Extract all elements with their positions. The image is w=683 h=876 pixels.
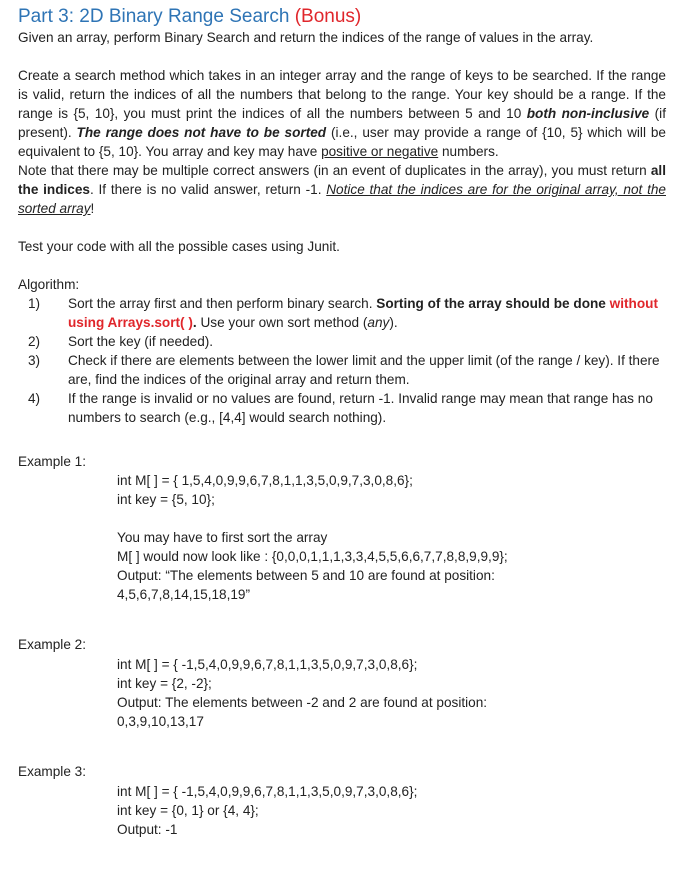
para2-text-1: Note that there may be multiple correct answers (in an event of duplicates in the array), you must return xyxy=(18,163,651,178)
algorithm-steps xyxy=(18,294,666,427)
code-line: Output: The elements between -2 and 2 are found at position: xyxy=(117,695,488,710)
para1-underlined: positive or negative xyxy=(321,144,439,159)
step1-text-3: ). xyxy=(389,315,398,330)
example-3-code xyxy=(117,782,666,839)
document xyxy=(18,6,666,839)
algorithm-step xyxy=(18,351,666,389)
note-paragraph xyxy=(18,161,666,218)
example-label: Example 2: xyxy=(18,637,87,652)
test-instruction: Test your code with all the possible cases using Junit. xyxy=(18,239,340,254)
page-title xyxy=(18,6,666,28)
algorithm-heading: Algorithm: xyxy=(18,277,80,292)
title-main: Part 3: 2D Binary Range Search xyxy=(18,6,295,27)
code-line: int key = {5, 10}; xyxy=(117,492,215,507)
algorithm-step xyxy=(18,389,666,427)
code-line: Output: “The elements between 5 and 10 are found at position: xyxy=(117,568,495,583)
step-number: 4) xyxy=(28,391,41,406)
code-line: int key = {2, -2}; xyxy=(117,676,212,691)
algorithm-step xyxy=(18,332,666,351)
step-number: 2) xyxy=(28,334,41,349)
code-line: int M[ ] = { 1,5,4,0,9,9,6,7,8,1,1,3,5,0,9,7,3,0,8,6}; xyxy=(117,473,413,488)
example-label: Example 1: xyxy=(18,454,87,469)
step1-text-2: Use your own sort method ( xyxy=(196,315,368,330)
code-line: 0,3,9,10,13,17 xyxy=(117,714,204,729)
example-1-code xyxy=(117,471,666,604)
code-line: int M[ ] = { -1,5,4,0,9,9,6,7,8,1,1,3,5,0,9,7,3,0,8,6}; xyxy=(117,784,418,799)
para1-bold-italic-2: The range does not have to be sorted xyxy=(76,125,327,140)
code-line: M[ ] would now look like : {0,0,0,1,1,1,3,3,4,5,5,6,6,7,7,8,8,9,9,9}; xyxy=(117,549,508,564)
code-line: Output: -1 xyxy=(117,822,178,837)
para2-text-3: ! xyxy=(90,201,95,216)
step2-text: Sort the key (if needed). xyxy=(68,334,214,349)
title-bonus: (Bonus) xyxy=(294,6,362,27)
para1-text-4: numbers. xyxy=(438,144,499,159)
code-line: You may have to first sort the array xyxy=(117,530,328,545)
para2-text-2: . If there is no valid answer, return -1. xyxy=(90,182,327,197)
description-paragraph xyxy=(18,66,666,161)
step1-bold-period: . xyxy=(192,315,197,330)
algorithm-step xyxy=(18,294,666,332)
intro-text: Given an array, perform Binary Search and return the indices of the range of values in the array. xyxy=(18,30,594,45)
step3-text: Check if there are elements between the lower limit and the upper limit (of the range / key). If there are, find the indices of the original array and return them. xyxy=(68,353,660,387)
code-line: int key = {0, 1} or {4, 4}; xyxy=(117,803,259,818)
para2-bold: all the indices xyxy=(18,163,666,197)
code-line: 4,5,6,7,8,14,15,18,19” xyxy=(117,587,251,602)
example-2-code xyxy=(117,655,666,731)
para2-italic-underlined: Notice that the indices are for the original array, not the sorted array xyxy=(18,182,666,216)
step1-text-1: Sort the array first and then perform binary search. xyxy=(68,296,377,311)
para1-text-1: Create a search method which takes in an integer array and the range of keys to be searched. If the range is valid, return the indices of all the numbers that belong to the range. Your key should be a range. If the range is {5, 10}, you must print the indices of all the numbers between 5 and 10 xyxy=(18,68,666,121)
step1-red-bold: without using Arrays.sort( ) xyxy=(68,296,658,330)
step-number: 3) xyxy=(28,353,41,368)
para1-bold-italic-1: both non-inclusive xyxy=(526,106,650,121)
para1-text-3: (i.e., user may provide a range of {10, 5} which will be equivalent to {5, 10}. You array and key may have xyxy=(18,125,666,159)
example-label: Example 3: xyxy=(18,764,87,779)
step1-bold: Sorting of the array should be done xyxy=(376,296,610,311)
step4-text: If the range is invalid or no values are found, return -1. Invalid range may mean that range has no numbers to search (e.g., [4,4] would search nothing). xyxy=(68,391,653,425)
step-number: 1) xyxy=(28,296,41,311)
step1-italic: any xyxy=(367,315,390,330)
para1-text-2: (if present). xyxy=(18,106,666,140)
code-line: int M[ ] = { -1,5,4,0,9,9,6,7,8,1,1,3,5,0,9,7,3,0,8,6}; xyxy=(117,657,418,672)
